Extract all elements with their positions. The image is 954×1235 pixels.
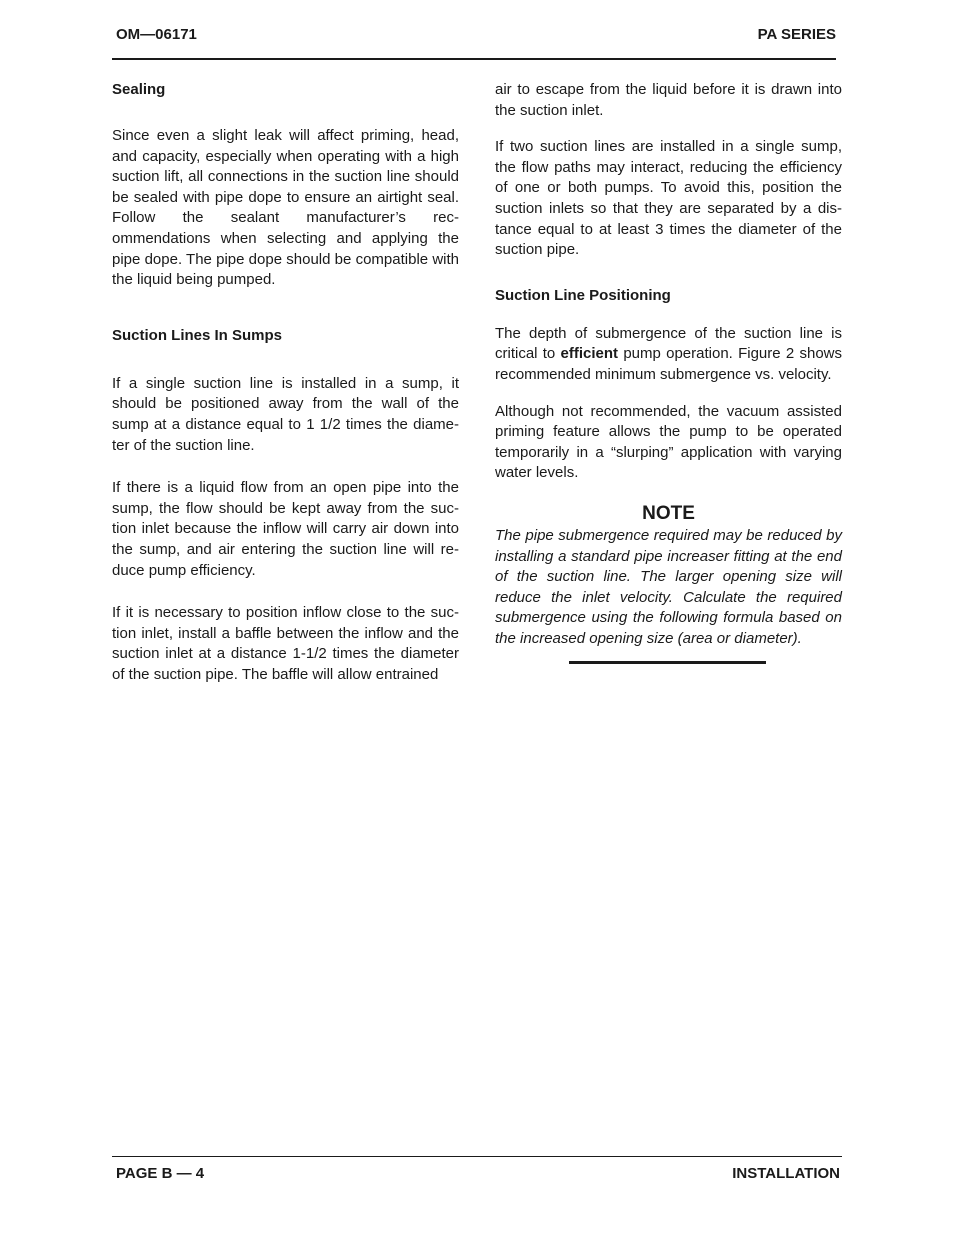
footer-divider [112, 1156, 842, 1157]
header-divider [112, 58, 836, 60]
vacuum-priming-paragraph: Although not recommended, the vacuum assisted priming feature allows the pump to be operated temporarily in a “slurping” application with varying water levels. [495, 402, 842, 482]
note-title: NOTE [642, 502, 695, 524]
note-divider [569, 661, 766, 664]
sumps-paragraph-2: If there is a liquid flow from an open pipe into the sump, the flow should be kept away from the suction inlet because the inflow will carry air down into the sump, and air entering the suction line will reduce pump efficiency. [112, 479, 459, 579]
positioning-paragraph [495, 324, 842, 386]
sumps-paragraph-1: If a single suction line is installed in a sump, it should be positioned away from the wall of the sump at a distance equal to 1 1/2 times the diameter of the suction line. [112, 374, 459, 454]
suction-lines-in-sumps-heading: Suction Lines In Sumps [112, 326, 283, 344]
sealing-heading: Sealing [112, 81, 166, 98]
continued-paragraph: air to escape from the liquid before it is drawn into the suction inlet. [495, 81, 842, 119]
two-suction-lines-paragraph: If two suction lines are installed in a single sump, the flow paths may interact, reducing the efficiency of one or both pumps. To avoid this, position the suction inlets so that they are separated by a distance equal to at least 3 times the diameter of the suction pipe. [495, 138, 842, 259]
suction-line-positioning-heading: Suction Line Positioning [495, 286, 671, 304]
document-number: OM—06171 [116, 26, 197, 43]
page-footer [116, 1165, 840, 1185]
right-column [495, 80, 842, 664]
left-column [112, 80, 459, 685]
page-number: PAGE B — 4 [116, 1165, 205, 1182]
sumps-paragraph-3: If it is necessary to position inflow close to the suction inlet, install a baffle between the inflow and the suction inlet at a distance 1-1/2 times the diameter of the suction pipe. The baffle will allow entrained [112, 604, 459, 683]
positioning-text-before: The depth of submergence of the suction line is critical to [495, 324, 842, 363]
sealing-paragraph: Since even a slight leak will affect priming, head, and capacity, especially when operating with a high suction lift, all connections in the suction line should be sealed with pipe dope to ensure an airtight seal. Follow the sealant manufacturer’s recommendations when selecting and applying the pipe dope. The pipe dope should be compatible with the liquid being pumped. [112, 127, 459, 289]
section-name: INSTALLATION [732, 1165, 840, 1182]
note-body: The pipe submergence required may be reduced by installing a standard pipe increaser fitting at the end of the suction line. The larger opening size will reduce the inlet velocity. Calculate the required submergence using the following formula based on the increased opening size (area or diameter). [495, 526, 842, 647]
positioning-text-bold: efficient [560, 345, 619, 363]
positioning-text-after: pump operation. Figure 2 shows recommended minimum submergence vs. velocity. [495, 345, 842, 383]
page-header [116, 26, 836, 46]
series-name: PA SERIES [757, 26, 836, 43]
